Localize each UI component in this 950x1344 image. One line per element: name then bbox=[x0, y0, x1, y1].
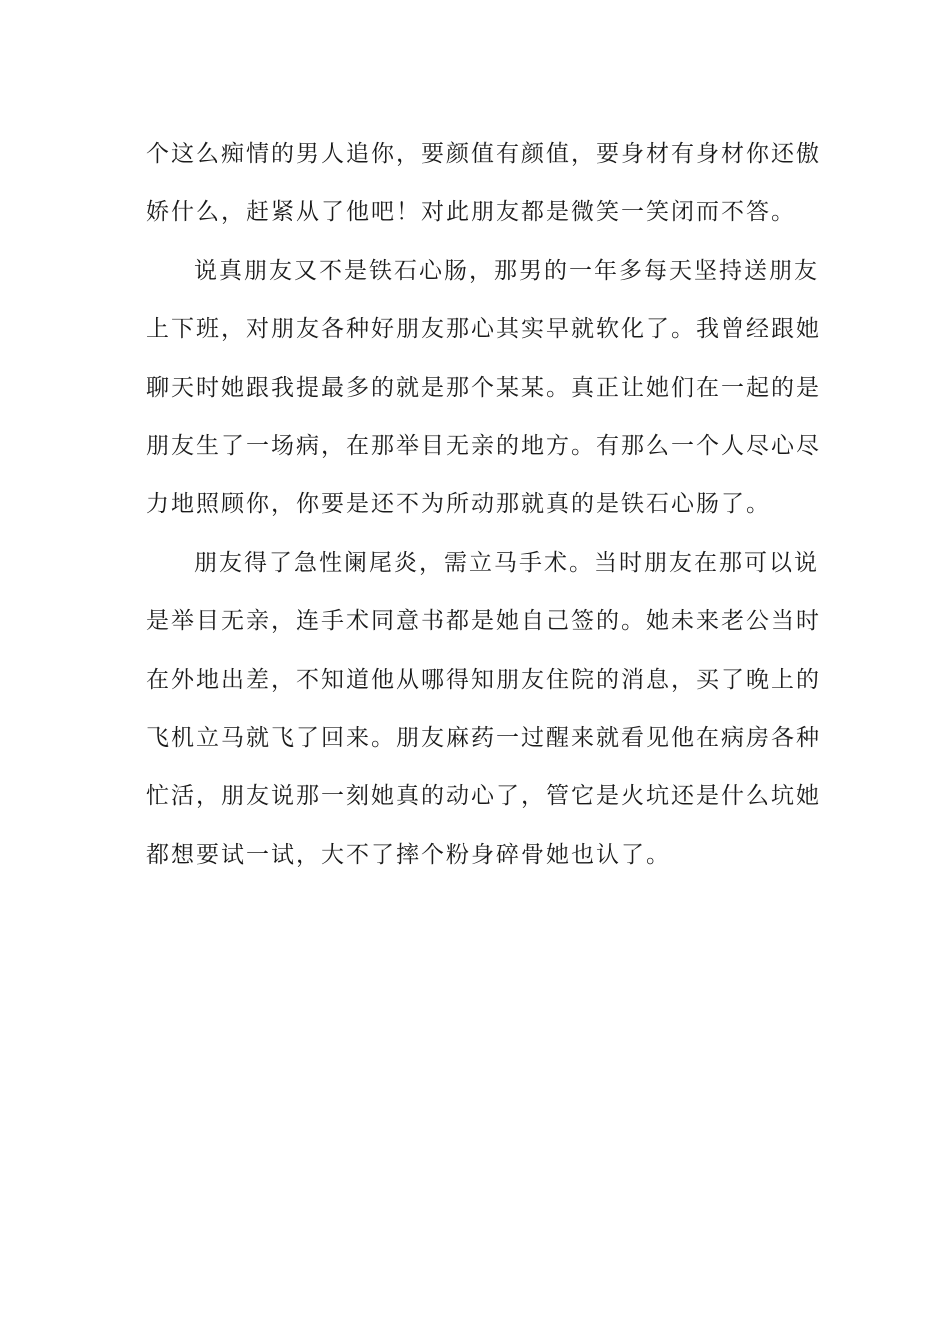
paragraph-start-line: 说真朋友又不是铁石心肠，那男的一年多每天坚持送朋友 bbox=[194, 257, 819, 284]
text-line: 都想要试一试，大不了摔个粉身碎骨她也认了。 bbox=[146, 841, 671, 868]
body-text bbox=[146, 125, 821, 884]
text-line: 飞机立马就飞了回来。朋友麻药一过醒来就看见他在病房各种 bbox=[146, 724, 821, 751]
text-line: 是举目无亲，连手术同意书都是她自己签的。她未来老公当时 bbox=[146, 608, 821, 635]
text-line: 忙活，朋友说那一刻她真的动心了，管它是火坑还是什么坑她 bbox=[146, 783, 821, 810]
text-line: 朋友生了一场病，在那举目无亲的地方。有那么一个人尽心尽 bbox=[146, 432, 821, 459]
text-line: 在外地出差，不知道他从哪得知朋友住院的消息，买了晚上的 bbox=[146, 666, 821, 693]
text-line: 个这么痴情的男人追你，要颜值有颜值，要身材有身材你还傲 bbox=[146, 141, 821, 167]
text-line: 聊天时她跟我提最多的就是那个某某。真正让她们在一起的是 bbox=[146, 374, 821, 401]
text-line: 力地照顾你，你要是还不为所动那就真的是铁石心肠了。 bbox=[146, 491, 771, 518]
text-line: 上下班，对朋友各种好朋友那心其实早就软化了。我曾经跟她 bbox=[146, 316, 821, 343]
text-line: 娇什么，赶紧从了他吧！对此朋友都是微笑一笑闭而不答。 bbox=[146, 199, 796, 226]
paragraph-start-line: 朋友得了急性阑尾炎，需立马手术。当时朋友在那可以说 bbox=[194, 549, 819, 576]
